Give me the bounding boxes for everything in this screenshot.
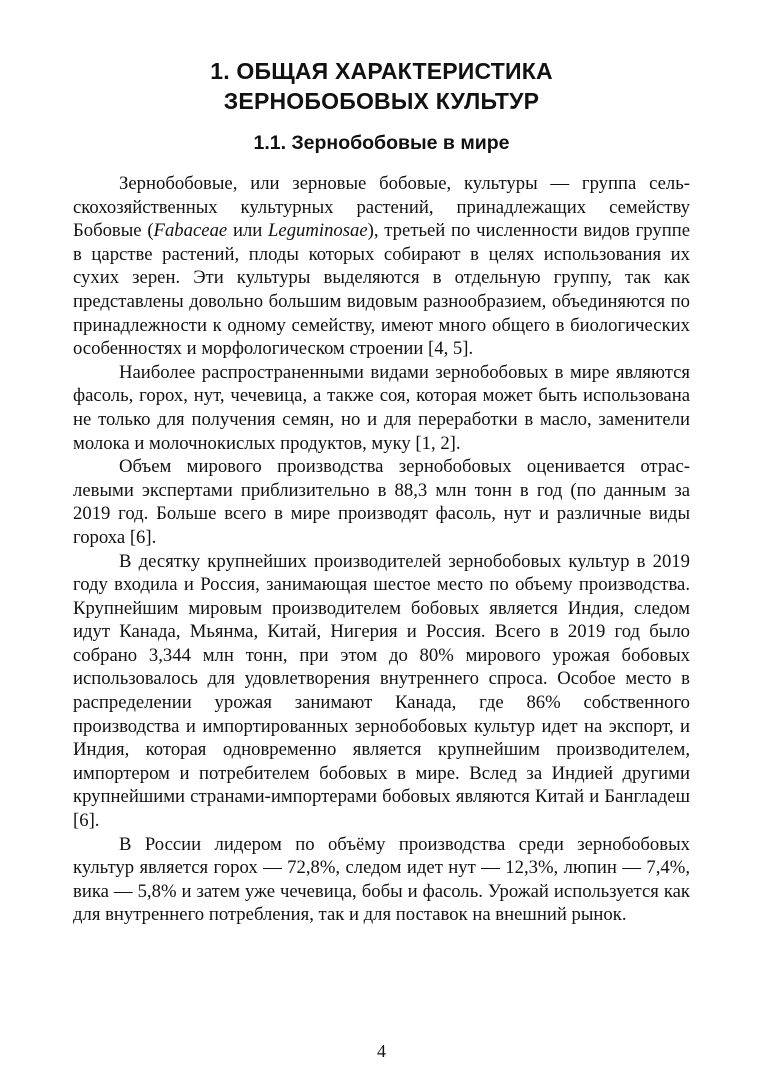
section-title: 1.1. Зернобобовые в мире [253, 132, 510, 154]
chapter-title-line-2: ЗЕРНОБОБОВЫХ КУЛЬТУР [223, 88, 540, 114]
paragraph-1-part-b: или [227, 220, 268, 242]
paragraph-4: В десятку крупнейших производителей зернобобовых культур в 2019 году входила и Россия, занимающая шестое место по объему производства. Крупнейшим мировым производителем бобовых является Индия, следом идут Канада, Мьянма, Китай, Нигерия и Россия. Всего в 2019 год было собрано 3,344 млн тонн, при этом до 80% мирового урожая бобовых использовалось для удовлетворения внутреннего спроса. Особое место в распределении урожая занимают Канада, где 86% собственного производства и импортированных зернобобовых культур идет на экспорт, и Индия, которая одновременно является крупнейшим производителем, импортером и потребителем бобовых в мире. Вслед за Индией другими крупнейшими странами-импортерами бобовых являются Китай и Бангладеш [6]. [73, 550, 690, 832]
paragraph-5: В России лидером по объёму производства среди зернобобовых культур является горох — 72,8%, следом идет нут — 12,3%, люпин — 7,4%, вика — 5,8% и затем уже чечевица, бобы и фасоль. Урожай используется как для внутреннего потребления, так и для поставок на внешний рынок. [73, 833, 690, 926]
paragraph-1-part-c: ), третьей по численности видов группе в царстве растений, плоды которых собирают в целях использования их сухих зерен. Эти культуры выделяются в отдельную группу, так как представлены довольно большим видовым разнообразием, объединяются по принадлежности к одному семейству, имеют много общего в биологических особенностях и морфологическом строении [4, 5]. [73, 220, 691, 360]
chapter-title [70, 56, 693, 116]
chapter-title-line-1: 1. ОБЩАЯ ХАРАКТЕРИСТИКА [210, 58, 553, 84]
paragraph-1-part-a: Зернобобовые, или зерновые бобовые, культуры — группа сельскохозяйственных культурных растений, принадлежащих семейству Бобовые ( [73, 173, 690, 242]
body-text [73, 172, 690, 927]
paragraph-2: Наиболее распространенными видами зернобобовых в мире являются фасоль, горох, нут, чечевица, а также соя, которая может быть использована не только для получения семян, но и для переработки в масло, заменители молока и молочнокислых продуктов, муку [1, 2]. [73, 361, 690, 454]
latin-name-fabaceae: Fabaceae [153, 220, 228, 242]
page-number: 4 [377, 1041, 386, 1061]
paragraph-3: Объем мирового производства зернобобовых оценивается отраслевыми экспертами приблизительно в 88,3 млн тонн в год (по данным за 2019 год. Больше всего в мире производят фасоль, нут и различные виды гороха [6]. [73, 456, 690, 548]
paragraph-1 [73, 172, 690, 361]
latin-name-leguminosae: Leguminosae [268, 220, 368, 242]
